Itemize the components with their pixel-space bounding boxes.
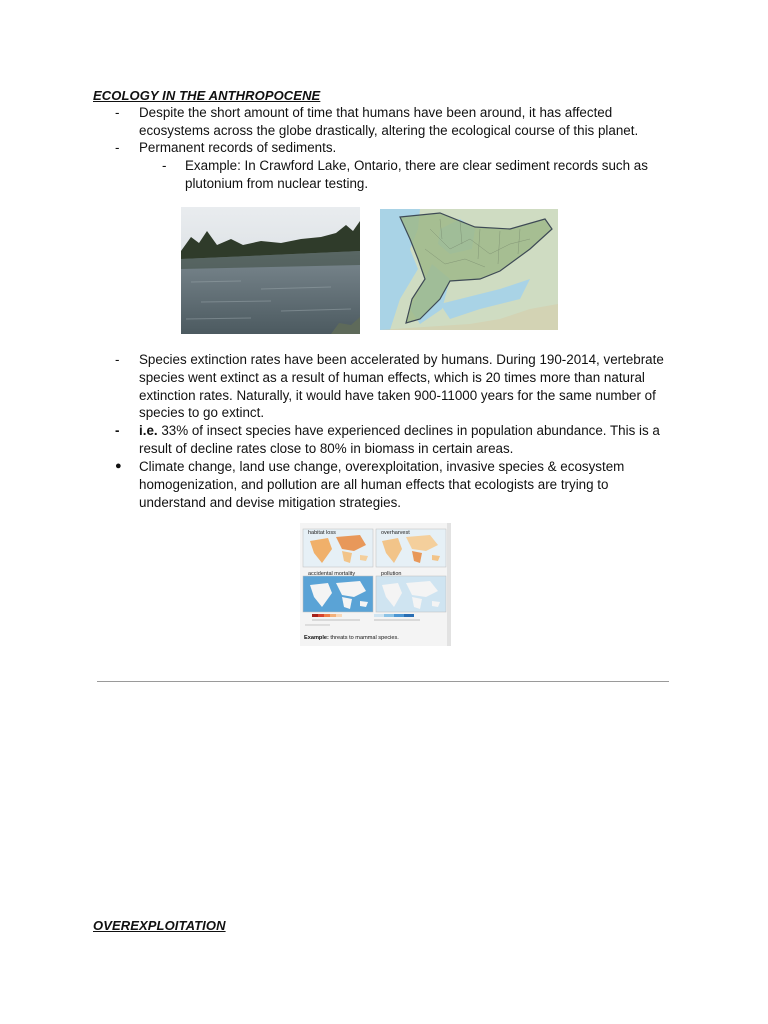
- crawford-lake-photo: [181, 207, 360, 334]
- bullet-marker: -: [115, 423, 120, 438]
- panel-label: overharvest: [381, 530, 410, 536]
- bullet-marker: -: [115, 105, 120, 120]
- bullet-text: Climate change, land use change, overexploitation, invasive species & ecosystem homogenization, and pollution are all human effects that ecologists are trying to understand and devise mitigation strategies.: [139, 459, 625, 510]
- bullet-text: [139, 422, 679, 458]
- sub-bullet-text: Example: In Crawford Lake, Ontario, there are clear sediment records such as plutonium from nuclear testing.: [185, 158, 648, 191]
- section-heading: ECOLOGY IN THE ANTHROPOCENE: [93, 88, 321, 103]
- ontario-region-map: [380, 209, 558, 330]
- panel-label: pollution: [381, 571, 402, 577]
- panel-label: accidental mortality: [308, 571, 356, 577]
- bullet-body: 33% of insect species have experienced declines in population abundance. This is a result of decline rates close to 80% in biomass in certain areas.: [139, 423, 660, 456]
- bullet-dot-marker: ●: [115, 460, 122, 472]
- bullet-text: Species extinction rates have been accelerated by humans. During 190-2014, vertebrate species went extinct as a result of human effects, which is 20 times more than natural extinction rates. Naturally, it would have taken 900-11000 years for the same number of species to go extinct.: [139, 352, 664, 421]
- bullet-text: Permanent records of sediments.: [139, 140, 337, 155]
- map-panel-accidental-mortality: [303, 576, 373, 612]
- sub-bullet-marker: -: [162, 158, 167, 173]
- caption-text: threats to mammal species.: [328, 635, 399, 641]
- map-panel-pollution: [376, 576, 446, 612]
- bold-prefix: i.e.: [139, 423, 158, 438]
- figure-caption: [304, 635, 399, 641]
- panel-label: habitat loss: [308, 530, 336, 536]
- bullet-marker: -: [115, 352, 120, 367]
- threat-maps-figure: [300, 523, 451, 646]
- caption-bold: Example:: [304, 635, 329, 641]
- bullet-text: Despite the short amount of time that humans have been around, it has affected ecosystems across the globe drastically, altering the ecological course of this planet.: [139, 105, 639, 138]
- section-divider: [97, 681, 669, 682]
- bullet-marker: -: [115, 140, 120, 155]
- section-heading-overexploitation: OVEREXPLOITATION: [93, 918, 226, 933]
